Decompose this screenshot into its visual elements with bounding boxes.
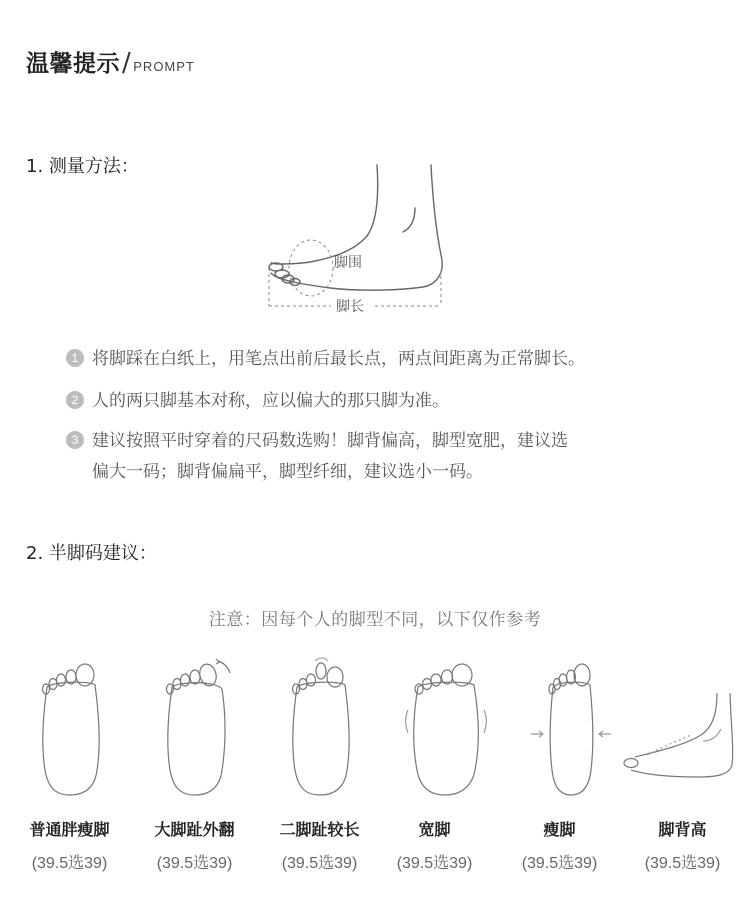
section1-title: 1. 测量方法： [26, 156, 139, 177]
foot-high-instep [612, 655, 742, 800]
rule-number: 1 [66, 349, 84, 367]
foot-name: 二脚趾较长 [279, 820, 360, 839]
length-label: 脚长 [336, 299, 364, 315]
wide-foot-icon [400, 655, 490, 800]
rule-text-line1: 建议按照平时穿着的尺码数选购！脚背偏高，脚型宽肥，建议选 [92, 431, 568, 451]
foot-bunion [132, 655, 257, 800]
foot-name: 脚背高 [658, 820, 707, 839]
foot-long-second-toe [257, 655, 382, 800]
foot-name: 普通胖瘦脚 [29, 820, 110, 839]
title-en: PROMPT [133, 59, 195, 74]
foot-size: (39.5选39) [31, 855, 108, 872]
foot-size: (39.5选39) [281, 855, 358, 872]
rule-text-line2: 偏大一码；脚背偏扁平，脚型纤细，建议选小一码。 [92, 462, 483, 482]
narrow-foot-icon [525, 655, 615, 800]
foot-name: 瘦脚 [543, 820, 576, 839]
girth-label: 脚围 [334, 255, 362, 271]
rule-text: 人的两只脚基本对称，应以偏大的那只脚为准。 [92, 391, 449, 411]
normal-foot-icon [25, 655, 115, 800]
foot-size: (39.5选39) [156, 855, 233, 872]
measurement-diagram [255, 160, 455, 320]
foot-normal [7, 655, 132, 800]
bunion-foot-icon [150, 655, 240, 800]
rule-3 [66, 426, 568, 488]
rule-1 [66, 344, 585, 375]
rule-2 [66, 386, 449, 417]
foot-size: (39.5选39) [644, 855, 721, 872]
section2-title: 2. 半脚码建议： [26, 543, 157, 564]
rule-number: 3 [66, 431, 84, 449]
foot-size: (39.5选39) [521, 855, 598, 872]
reference-note: 注意：因每个人的脚型不同，以下仅作参考 [208, 610, 542, 630]
page-title [26, 45, 195, 78]
long-second-toe-icon [275, 655, 365, 800]
foot-wide [382, 655, 507, 800]
rule-number: 2 [66, 391, 84, 409]
foot-name: 大脚趾外翻 [154, 820, 235, 839]
title-separator: / [122, 48, 132, 78]
title-cn: 温馨提示 [26, 51, 120, 77]
foot-name: 宽脚 [418, 820, 451, 839]
rule-text: 将脚踩在白纸上，用笔点出前后最长点，两点间距离为正常脚长。 [92, 349, 585, 369]
foot-size: (39.5选39) [396, 855, 473, 872]
high-instep-icon [617, 655, 737, 800]
